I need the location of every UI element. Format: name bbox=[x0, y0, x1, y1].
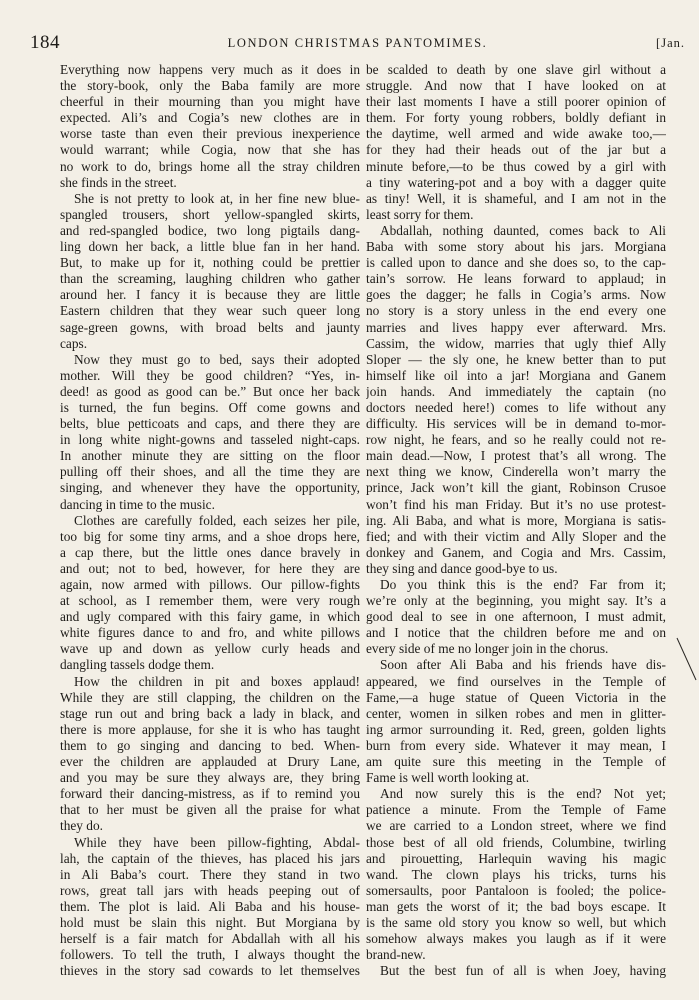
text-line: belts, blue petticoats and caps, and there they are bbox=[60, 416, 360, 432]
text-line: doctors needed here!) comes to life without any bbox=[366, 399, 666, 415]
text-line: ever the children are applauded at Drury Lane, bbox=[60, 754, 360, 770]
text-line: in long white night-gowns and tasseled night-caps. bbox=[60, 432, 360, 448]
text-line: they sing and dance good-bye to us. bbox=[366, 560, 558, 576]
text-line: deed! as good as good can be.” But once her back bbox=[60, 383, 360, 399]
text-line: brand-new. bbox=[366, 947, 426, 963]
text-line: and pirouetting, Harlequin waving his magic bbox=[366, 850, 666, 866]
text-line: In another minute they are sitting on the floor bbox=[60, 448, 360, 464]
text-line: than the screaming, laughing children who gather bbox=[60, 271, 360, 287]
text-line: center, women in silken robes and men in glitter- bbox=[366, 705, 666, 721]
text-line: dangling tassels dodge them. bbox=[60, 657, 215, 673]
text-line: followers. To tell the truth, I always thought the bbox=[60, 947, 360, 963]
text-line: Fame,—a huge statue of Queen Victoria in the bbox=[366, 689, 666, 705]
text-line: donkey and Ganem, and Cogia and Mrs. Cassim, bbox=[366, 544, 666, 560]
text-line: singing, and whenever they have the opportunity, bbox=[60, 480, 360, 496]
text-line: prince, Jack won’t kill the giant, Robinson Crusoe bbox=[366, 480, 666, 496]
text-line: While they are still clapping, the children on the bbox=[60, 689, 360, 705]
text-line: lah, the captain of the thieves, has placed his jars bbox=[60, 850, 360, 866]
text-line: them. For forty young robbers, boldly defiant in bbox=[366, 110, 666, 126]
text-line: that to her must be given all the praise for what bbox=[60, 802, 360, 818]
text-line: But the best fun of all is when Joey, having bbox=[380, 963, 666, 979]
text-line: we are carried to a London street, where we find bbox=[366, 818, 666, 834]
text-line: as tiny! Well, it is shameful, and I am not in the bbox=[366, 190, 666, 206]
text-line: expected. Ali’s and Cogia’s new clothes are in bbox=[60, 110, 360, 126]
text-line: goes the dagger; he falls in Cogia’s arms. Now bbox=[366, 287, 666, 303]
text-line: Clothes are carefully folded, each seizes her pile, bbox=[74, 512, 360, 528]
text-line: hold must be slain this night. But Morgiana by bbox=[60, 914, 360, 930]
text-line: man gets the worst of it; the bad boys escape. It bbox=[366, 898, 666, 914]
text-line: spangled trousers, short yellow-spangled skirts, bbox=[60, 206, 360, 222]
text-line: ling down her back, a little blue fan in her hand. bbox=[60, 239, 360, 255]
text-line: thieves in the story sad cowards to let themselves bbox=[60, 963, 360, 979]
text-line: herself is a fair match for Abdallah with all his bbox=[60, 931, 360, 947]
text-line: somersaults, poor Pantaloon is fooled; the police- bbox=[366, 882, 666, 898]
text-line: the story-book, only the Baba family are more bbox=[60, 78, 360, 94]
text-line: and you may be sure they always are, they bring bbox=[60, 770, 360, 786]
text-line: burn from every side. Whatever it may mean, I bbox=[366, 737, 666, 753]
text-line: and out; not to bed, however, for here they are bbox=[60, 560, 360, 576]
text-line: at school, as I remember them, were very rough bbox=[60, 593, 360, 609]
text-line: join hands. And immediately the captain (no bbox=[366, 383, 666, 399]
text-line: wand. The clown plays his tricks, turns his bbox=[366, 866, 666, 882]
text-line: appeared, we find ourselves in the Temple of bbox=[366, 673, 666, 689]
text-line: for they had their heads out of the jar but a bbox=[366, 142, 666, 158]
text-line: a tiny watering-pot and a boy with a dagger quite bbox=[366, 174, 666, 190]
text-line: and I notice that the children before me and on bbox=[366, 625, 666, 641]
text-line: row night, he fears, and so he really could not re- bbox=[366, 432, 666, 448]
text-line: worse taste than even their previous inexperience bbox=[60, 126, 360, 142]
issue-month: [Jan. bbox=[656, 36, 685, 50]
text-line: patience a minute. From the Temple of Fame bbox=[366, 802, 666, 818]
text-line: main dead.—Now, I protest that’s all wrong. The bbox=[366, 448, 666, 464]
text-line: rows, great tall jars with heads peeping out of bbox=[60, 882, 360, 898]
text-line: am quite sure this meeting in the Temple of bbox=[366, 754, 666, 770]
text-line: forward their dancing-mistress, as if to remind you bbox=[60, 786, 360, 802]
text-line: in Ali Baba’s court. There they stand in two bbox=[60, 866, 360, 882]
text-line: Eastern children that they wear such queer long bbox=[60, 303, 360, 319]
text-line: difficulty. His services will be in demand to-mor- bbox=[366, 416, 666, 432]
text-line: But, to make up for it, nothing could be prettier bbox=[60, 255, 360, 271]
running-title: LONDON CHRISTMAS PANTOMIMES. bbox=[227, 36, 488, 50]
text-line: there is more applause, for she it is who has taught bbox=[60, 721, 360, 737]
text-line: be scalded to death by one slave girl without a bbox=[366, 62, 666, 77]
text-line: around her. I fancy it is because they are little bbox=[60, 287, 360, 303]
text-line: and ugly compared with this fairy game, in which bbox=[60, 609, 360, 625]
page-number: 184 bbox=[30, 32, 60, 53]
page-header bbox=[30, 32, 685, 56]
text-line: And now surely this is the end? Not yet; bbox=[380, 786, 666, 802]
text-line: Fame is well worth looking at. bbox=[366, 770, 530, 786]
text-line: them to go singing and dancing to bed. When- bbox=[60, 737, 360, 753]
text-line: struggle. And now that I have looked on at bbox=[366, 78, 666, 94]
text-line: stage run out and bring back a lady in black, and bbox=[60, 705, 360, 721]
text-line: Sloper — the sly one, he knew better than to put bbox=[366, 351, 666, 367]
text-line: sage-green gowns, with broad belts and jaunty bbox=[60, 319, 360, 335]
text-line: a cap there, but the little ones dance bravely in bbox=[60, 544, 360, 560]
text-line: next thing we know, Cinderella won’t marry the bbox=[366, 464, 666, 480]
text-line: she finds in the street. bbox=[60, 174, 177, 190]
text-line: won’t find his man Friday. But it’s no use protest- bbox=[366, 496, 666, 512]
text-line: tain’s sorrow. He leans forward to applaud; in bbox=[366, 271, 666, 287]
text-line: How the children in pit and boxes applaud! bbox=[74, 673, 360, 689]
text-line: wave up and down as yellow curly heads and bbox=[60, 641, 360, 657]
text-column-right bbox=[366, 62, 666, 979]
text-line: ing armor surrounding it. Red, green, golden lights bbox=[366, 721, 666, 737]
text-line: pulling off their shoes, and all the time they are bbox=[60, 464, 360, 480]
text-line: Everything now happens very much as it does in bbox=[60, 62, 360, 77]
text-line: cheerful in their mourning than you might have bbox=[60, 94, 360, 110]
text-line: no work to do, brings home all the stray children bbox=[60, 158, 360, 174]
text-line: we’re only at the beginning, you might say. It’s a bbox=[366, 593, 666, 609]
text-line: caps. bbox=[60, 335, 88, 351]
text-line: Cassim, the widow, marries that ugly thief Ally bbox=[366, 335, 666, 351]
text-line: and red-spangled bodice, two long pigtails dang- bbox=[60, 222, 360, 238]
text-line: them. The plot is laid. Ali Baba and his house- bbox=[60, 898, 360, 914]
text-line: fied; and with their victim and Ally Sloper and the bbox=[366, 528, 666, 544]
text-line: would warrant; while Cogia, now that she has bbox=[60, 142, 360, 158]
text-line: good deal to see in one afternoon, I must admit, bbox=[366, 609, 666, 625]
text-line: himself like oil into a jar! Morgiana and Ganem bbox=[366, 367, 666, 383]
text-line: the daytime, well armed and wide awake too,— bbox=[366, 126, 666, 142]
text-line: no story is a story unless in the end every one bbox=[366, 303, 666, 319]
text-line: She is not pretty to look at, in her fine new blue- bbox=[74, 190, 360, 206]
text-line: least sorry for them. bbox=[366, 206, 474, 222]
text-line: those best of all old friends, Columbine, twirling bbox=[366, 834, 666, 850]
text-line: dancing in time to the music. bbox=[60, 496, 215, 512]
text-line: While they have been pillow-fighting, Abdal- bbox=[74, 834, 360, 850]
text-line: marries and lives happy ever afterward. Mrs. bbox=[366, 319, 666, 335]
text-line: is turned, the fun begins. Off come gowns and bbox=[60, 399, 360, 415]
text-line: is the same old story you know so well, but which bbox=[366, 914, 666, 930]
text-line: Baba with some story about his jars. Morgiana bbox=[366, 239, 666, 255]
text-line: they do. bbox=[60, 818, 103, 834]
text-line: again, now armed with pillows. Our pillow-fights bbox=[60, 577, 360, 592]
text-line: ing. Ali Baba, and what is more, Morgiana is satis- bbox=[366, 512, 666, 528]
text-line: too big for some tiny arms, and a shoe drops here, bbox=[60, 528, 360, 544]
text-line: Do you think this is the end? Far from it; bbox=[380, 577, 666, 592]
text-line: Now they must go to bed, says their adopted bbox=[74, 351, 360, 367]
text-line: somehow always makes you laugh as if it were bbox=[366, 931, 666, 947]
text-line: mother. Will they be good children? “Yes, in- bbox=[60, 367, 360, 383]
text-line: is called upon to dance and she does so, to the cap- bbox=[366, 255, 666, 271]
text-line: white figures dance to and fro, and white pillows bbox=[60, 625, 360, 641]
text-line: Abdallah, nothing daunted, comes back to Ali bbox=[380, 222, 666, 238]
text-line: every side of me no longer join in the chorus. bbox=[366, 641, 609, 657]
text-column-left bbox=[60, 62, 360, 979]
margin-pencil-mark bbox=[676, 636, 698, 682]
text-line: their last moments I have a still poorer opinion of bbox=[366, 94, 666, 110]
text-line: Soon after Ali Baba and his friends have dis- bbox=[380, 657, 666, 673]
text-line: minute before,—to be thus cowed by a girl with bbox=[366, 158, 666, 174]
